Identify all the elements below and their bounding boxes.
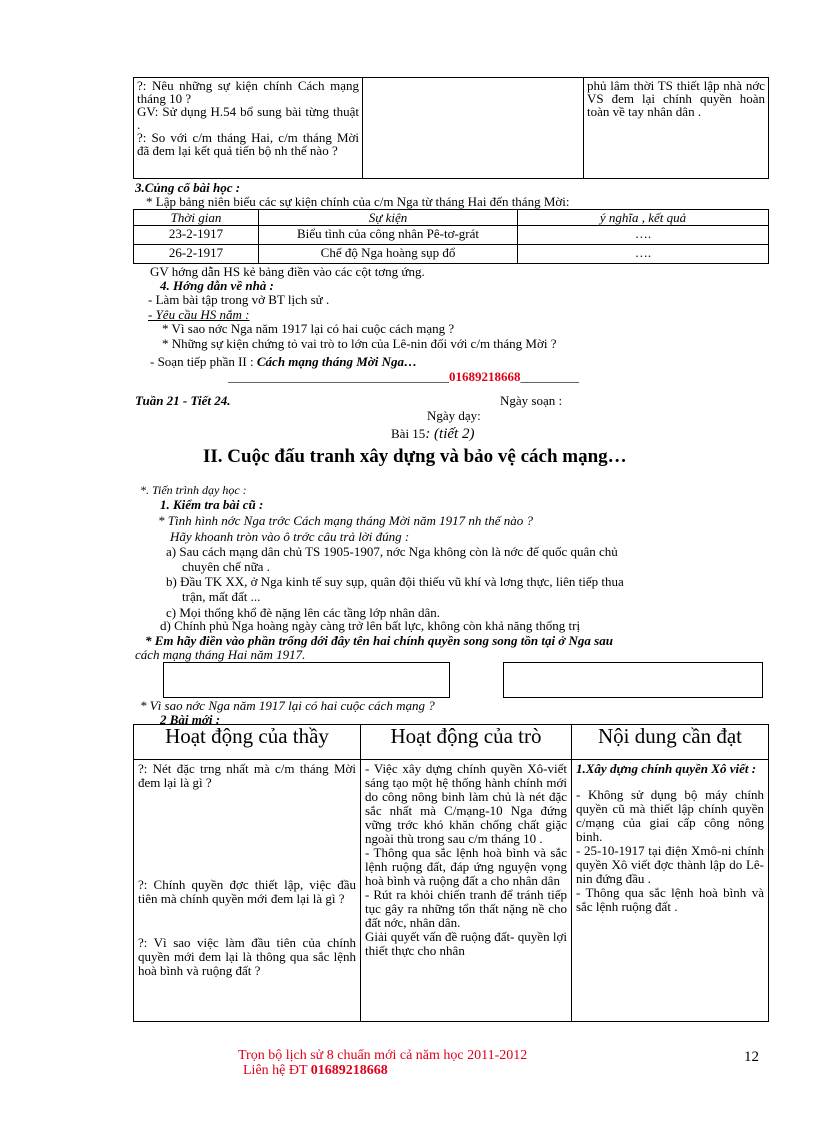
answer-box-1[interactable] [163, 662, 450, 698]
home-heading: 4. Hớng dẫn về nhà : [160, 278, 274, 293]
meaning-cell: …. [518, 226, 769, 245]
new-lesson: 2 Bài mới : [160, 712, 221, 727]
student-activity-wrap [365, 762, 567, 1019]
check-question: * Tình hình nớc Nga trớc Cách mạng tháng Mời năm 1917 nh thế nào ? [158, 513, 534, 528]
meaning-cell: …. [518, 245, 769, 264]
student-answer: - Thông qua sắc lệnh hoà bình và sắc lệnh ruộng đất, đáp ứng nguyện vọng hoà bình và ruộng đất a cho nhân dân [365, 845, 567, 888]
teacher-cell [134, 78, 363, 179]
fill-task-cont: cách mạng tháng Hai năm 1917. [135, 647, 306, 662]
teacher-activity-cell [134, 760, 361, 1022]
teach-date: Ngày dạy: [427, 408, 481, 423]
col-header: Sự kiện [259, 210, 518, 226]
content-heading: 1.Xây dựng chính quyền Xô viết : [576, 761, 757, 776]
consolidation-task: * Lập bảng niên biểu các sự kiện chính của c/m Nga từ tháng Hai đến tháng Mời: [146, 194, 570, 209]
review-question: * Những sự kiện chứng tỏ vai trò to lớn của Lê-nin đối với c/m tháng Mời ? [162, 336, 557, 351]
continuation-table [133, 77, 769, 179]
option-d[interactable]: d) Chính phủ Nga hoàng ngày càng trở lên bất lực, không còn khả năng thống trị [160, 618, 581, 633]
gv-text: GV: Sử dụng H.54 bổ sung bài từng thuật . [137, 104, 359, 132]
page-number: 12 [744, 1049, 759, 1065]
why-question: * Vì sao nớc Nga năm 1917 lại có hai cuộc cách mạng ? [140, 698, 435, 713]
process-heading: *. Tiến trình dạy học : [140, 483, 247, 497]
footer-contact [243, 1063, 388, 1079]
next-lesson [150, 354, 417, 370]
content-cell: phủ lâm thời TS thiết lập nhà nớc VS đem lại chính quyền hoàn toàn về tay nhân dân . [584, 78, 769, 179]
col-header: ý nghĩa , kết quả [518, 210, 769, 226]
content-point: - 25-10-1917 tại điện Xmô-ni chính quyền Xô viết đợc thành lập do Lê-nin đứng đầu . [576, 843, 764, 886]
answer-box-2[interactable] [503, 662, 763, 698]
option-b-cont: trận, mất đất ... [182, 589, 261, 604]
chronology-table [133, 209, 769, 264]
gv-note: GV hớng dẫn HS kẻ bảng điền vào các cột tơng ứng. [150, 264, 425, 279]
col-header-student: Hoạt động của trò [361, 725, 572, 760]
event-cell: Chế độ Nga hoàng sụp đổ [259, 245, 518, 264]
check-instruction: Hãy khoanh tròn vào ô trớc câu trả lời đúng : [170, 529, 410, 544]
teacher-question: ?: Nét đặc trng nhất mà c/m tháng Mời đem lại là gì ? [138, 761, 356, 790]
next-title: Cách mạng tháng Mời Nga… [256, 354, 417, 369]
lesson-number [391, 426, 474, 443]
phone-number: 01689218668 [449, 369, 521, 384]
teacher-question: ?: Chính quyền đợc thiết lập, việc đầu tiên mà chính quyền mới đem lại là gì ? [138, 877, 356, 906]
page-title: II. Cuộc đấu tranh xây dựng và bảo vệ cách mạng… [203, 446, 627, 467]
event-cell: Biểu tình của công nhân Pê-tơ-grát [259, 226, 518, 245]
separator-line: _________ [520, 369, 579, 384]
col-header-content: Nội dung cần đạt [572, 725, 769, 760]
table-row [134, 226, 769, 245]
option-b[interactable]: b) Đầu TK XX, ở Nga kinh tế suy sụp, quân đội thiếu vũ khí và lơng thực, liên tiếp thua [166, 574, 624, 589]
activity-table [133, 724, 769, 1022]
prep-date: Ngày soạn : [500, 393, 563, 408]
contact-label: Liên hệ ĐT [243, 1063, 311, 1078]
old-check: 1. Kiểm tra bài cũ : [160, 497, 264, 512]
student-answer: - Rút ra khỏi chiến tranh để tránh tiếp tục gây ra những tổn thất nặng nề cho đất nớc, nhân dân. [365, 887, 567, 930]
date-cell: 26-2-1917 [134, 245, 259, 264]
col-header-teacher: Hoạt động của thầy [134, 725, 361, 760]
option-a[interactable]: a) Sau cách mạng dân chủ TS 1905-1907, nớc Nga không còn là nớc đế quốc quân chủ [166, 544, 618, 559]
content-point: - Không sử dụng bộ máy chính quyền cũ mà thiết lập chính quyền c/mạng của giai cấp công nông binh. [576, 787, 764, 844]
option-a-cont: chuyên chế nữa . [182, 559, 270, 574]
date-cell: 23-2-1917 [134, 226, 259, 245]
separator [228, 369, 579, 385]
content-point: - Thông qua sắc lệnh hoà bình và sắc lệnh ruộng đất . [576, 885, 764, 914]
footer-promo: Trọn bộ lịch sử 8 chuẩn mới cả năm học 2011-2012 [238, 1048, 528, 1063]
lesson-part: : (tiết 2) [425, 426, 475, 442]
option-c[interactable]: c) Mọi thống khổ đè nặng lên các tầng lớp nhân dân. [166, 605, 441, 620]
contact-phone: 01689218668 [310, 1063, 388, 1078]
review-question: * Vì sao nớc Nga năm 1917 lại có hai cuộc cách mạng ? [162, 321, 455, 336]
teacher-question: ?: Vì sao việc làm đầu tiên của chính quyền mới đem lại là thông qua sắc lệnh hoà bình và ruộng đất ? [138, 935, 356, 978]
lesson-label: Bài 15 [391, 426, 426, 441]
student-activity-cell [361, 760, 572, 1022]
fill-task: * Em hãy điền vào phần trống dới đây tên hai chính quyền song song tồn tại ở Nga sau [145, 633, 613, 648]
question-text: ?: So với c/m tháng Hai, c/m tháng Mời đã đem lại kết quả tiến bộ nh thế nào ? [137, 130, 359, 158]
require-heading: - Yêu cầu HS nắm : [148, 307, 250, 322]
question-text: ?: Nêu những sự kiện chính Cách mạng tháng 10 ? [137, 78, 359, 106]
content-activity-cell [572, 760, 769, 1022]
student-answer: Giải quyết vấn đề ruộng đất- quyền lợi thiết thực cho nhân [365, 929, 567, 958]
home-task: - Làm bài tập trong vở BT lịch sử . [148, 292, 330, 307]
student-cell [363, 78, 584, 179]
table-row [134, 245, 769, 264]
next-prefix: - Soạn tiếp phần II : [150, 354, 257, 369]
week-label: Tuần 21 - Tiết 24. [135, 393, 231, 408]
student-answer: - Việc xây dựng chính quyền Xô-viết sáng tạo một hệ thống hành chính mới do công nông binh làm chủ là nét đặc sắc nhất mà C/mạng-10 Nga đứng vững trớc khó khăn chống chất giặc ngoài thù trong sau c/m tháng 10 . [365, 762, 567, 846]
separator-line: __________________________________ [228, 369, 449, 384]
consolidation-heading: 3.Củng cố bài học : [135, 180, 241, 195]
col-header: Thời gian [134, 210, 259, 226]
